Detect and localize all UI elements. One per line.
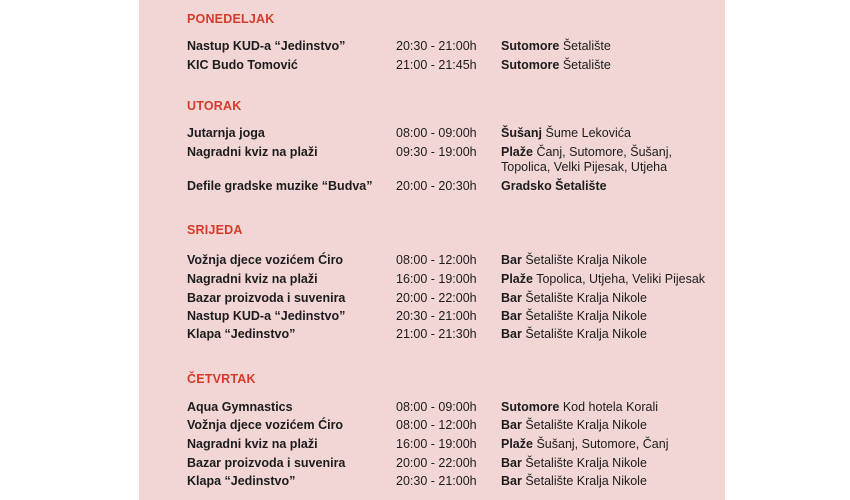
event-location [501, 418, 716, 433]
event-venue: Šetalište Kralja Nikole [525, 418, 647, 432]
event-time: 16:00 - 19:00h [396, 437, 477, 451]
event-venue: Šetalište Kralja Nikole [525, 474, 647, 488]
event-location [501, 58, 716, 73]
day-heading: ČETVRTAK [187, 372, 256, 386]
event-location [501, 456, 716, 471]
event-location [501, 145, 681, 175]
event-time: 09:30 - 19:00h [396, 145, 477, 159]
event-venue: Šetalište Kralja Nikole [525, 456, 647, 470]
event-place: Bar [501, 327, 522, 341]
event-time: 20:30 - 21:00h [396, 474, 477, 488]
event-name: Defile gradske muzike “Budva” [187, 179, 373, 193]
event-time: 20:00 - 20:30h [396, 179, 477, 193]
event-place: Plaže [501, 272, 533, 286]
event-time: 16:00 - 19:00h [396, 272, 477, 286]
event-place: Šušanj [501, 126, 542, 140]
event-name: Nagradni kviz na plaži [187, 272, 318, 286]
event-venue: Šetalište [562, 58, 611, 72]
event-name: Bazar proizvoda i suvenira [187, 291, 346, 305]
event-name: Nagradni kviz na plaži [187, 437, 318, 451]
event-location [501, 400, 716, 415]
event-place: Sutomore [501, 58, 560, 72]
event-name: Nastup KUD-a “Jedinstvo” [187, 39, 346, 53]
event-place: Sutomore [501, 39, 560, 53]
event-venue: Topolica, Utjeha, Veliki Pijesak [536, 272, 706, 286]
event-location [501, 39, 716, 54]
event-location [501, 253, 716, 268]
event-name: KIC Budo Tomović [187, 58, 298, 72]
schedule-poster [139, 0, 725, 500]
event-venue: Šume Lekovića [545, 126, 631, 140]
event-time: 20:00 - 22:00h [396, 291, 477, 305]
event-place: Bar [501, 291, 522, 305]
event-place: Plaže [501, 437, 533, 451]
event-time: 20:00 - 22:00h [396, 456, 477, 470]
event-place: Bar [501, 309, 522, 323]
event-place: Bar [501, 418, 522, 432]
event-time: 08:00 - 09:00h [396, 400, 477, 414]
event-place: Sutomore [501, 400, 560, 414]
event-time: 08:00 - 12:00h [396, 253, 477, 267]
event-time: 21:00 - 21:45h [396, 58, 477, 72]
event-location [501, 437, 716, 452]
event-place: Gradsko Šetalište [501, 179, 607, 193]
event-venue: Kod hotela Korali [562, 400, 659, 414]
event-venue: Šetalište Kralja Nikole [525, 327, 647, 341]
event-location [501, 309, 716, 324]
event-venue: Šetalište Kralja Nikole [525, 253, 647, 267]
day-heading: UTORAK [187, 99, 242, 113]
event-location [501, 126, 716, 141]
event-name: Nastup KUD-a “Jedinstvo” [187, 309, 346, 323]
event-place: Bar [501, 474, 522, 488]
event-location [501, 291, 716, 306]
event-venue: Šušanj, Sutomore, Čanj [536, 437, 669, 451]
event-name: Jutarnja joga [187, 126, 265, 140]
event-name: Klapa “Jedinstvo” [187, 474, 296, 488]
event-venue: Šetalište Kralja Nikole [525, 309, 647, 323]
event-name: Vožnja djece vozićem Ćiro [187, 418, 344, 432]
event-venue: Čanj, Sutomore, Šušanj, Topolica, Velki Pijesak, Utjeha [501, 145, 672, 174]
event-location [501, 474, 716, 489]
event-location [501, 272, 716, 287]
event-time: 20:30 - 21:00h [396, 309, 477, 323]
event-name: Aqua Gymnastics [187, 400, 293, 414]
event-place: Plaže [501, 145, 533, 159]
event-venue: Šetalište [562, 39, 611, 53]
event-location [501, 179, 716, 194]
event-name: Klapa “Jedinstvo” [187, 327, 296, 341]
event-time: 21:00 - 21:30h [396, 327, 477, 341]
event-place: Bar [501, 456, 522, 470]
event-venue: Šetalište Kralja Nikole [525, 291, 647, 305]
event-time: 20:30 - 21:00h [396, 39, 477, 53]
event-name: Bazar proizvoda i suvenira [187, 456, 346, 470]
event-name: Nagradni kviz na plaži [187, 145, 318, 159]
event-place: Bar [501, 253, 522, 267]
event-name: Vožnja djece vozićem Ćiro [187, 253, 344, 267]
day-heading: SRIJEDA [187, 223, 243, 237]
day-heading: PONEDELJAK [187, 12, 275, 26]
event-time: 08:00 - 12:00h [396, 418, 477, 432]
event-location [501, 327, 716, 342]
event-time: 08:00 - 09:00h [396, 126, 477, 140]
